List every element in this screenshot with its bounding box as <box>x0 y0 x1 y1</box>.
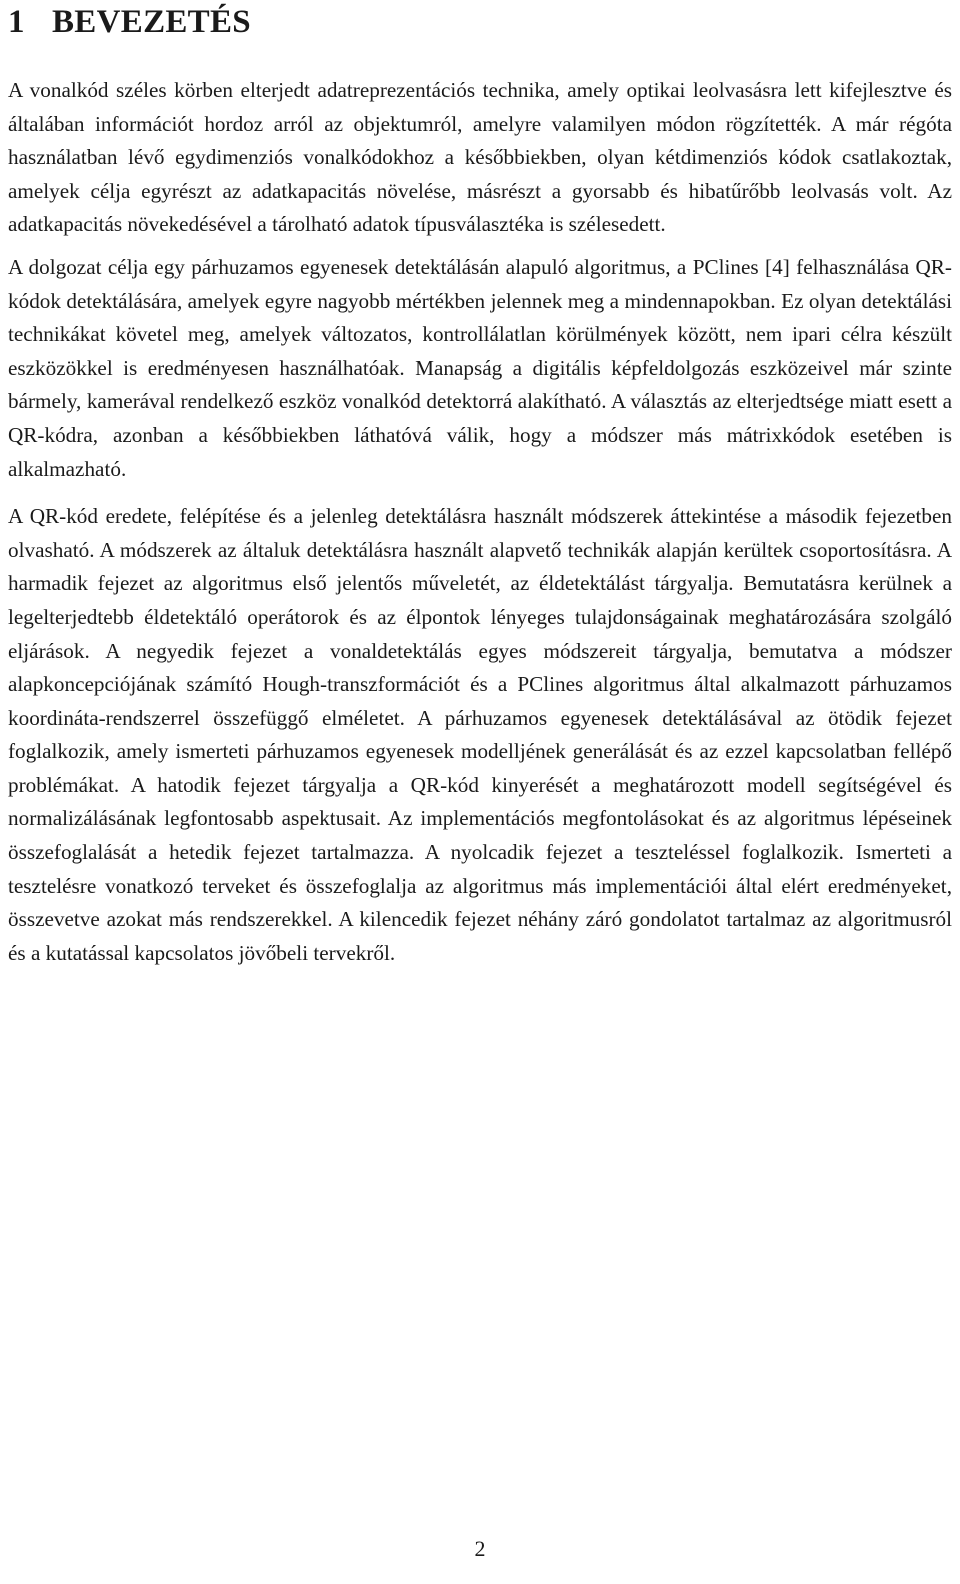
chapter-number: 1 <box>8 4 25 40</box>
intro-paragraph: A vonalkód széles körben elterjedt adatreprezentációs technika, amely optikai leolvasásra lett kifejlesztve és általában információt hordoz arról az objektumról, amelyre valamilyen módon rögzítették. A már régóta használatban lévő egydimenziós vonalkódokhoz a későbbiekben, olyan kétdimenziós kódok csatlakoztak, amelyek célja egyrészt az adatkapacitás növelése, másrészt a gyorsabb és hibatűrőbb leolvasás volt. Az adatkapacitás növekedésével a tárolható adatok típusválasztéka is szélesedett. <box>8 78 952 237</box>
structure-paragraph: A QR-kód eredete, felépítése és a jelenleg detektálásra használt módszerek áttekintése a második fejezetben olvasható. A módszerek az általuk detektálásra használt alapvető technikák alapján kerültek csoportosításra. A harmadik fejezet az algoritmus első jelentős műveletét, az éldetektálást tárgyalja. Bemutatásra kerülnek a legelterjedtebb éldetektáló operátorok és az élpontok lényeges tulajdonságainak meghatározására szolgáló eljárások. A negyedik fejezet a vonaldetektálás egyes módszereit tárgyalja, bemutatva a módszer alapkoncepciójának számító Hough-transzformációt és a PClines algoritmus által alkalmazott párhuzamos koordináta-rendszerrel összefüggő elméletet. A párhuzamos egyenesek detektálásával az ötödik fejezet foglalkozik, amely ismerteti párhuzamos egyenesek modelljének generálását és az ezzel kapcsolatban fellépő problémákat. A hatodik fejezet tárgyalja a QR-kód kinyerését a meghatározott modell segítségével és normalizálásának legfontosabb aspektusait. Az implementációs megfontolásokat és az algoritmus lépéseinek összefoglalását a hetedik fejezet tartalmazza. A nyolcadik fejezet a teszteléssel foglalkozik. Ismerteti a tesztelésre vonatkozó terveket és összefoglalja az algoritmus más implementációi által elért eredményeket, összevetve azokat más rendszerekkel. A kilencedik fejezet néhány záró gondolatot tartalmaz az algoritmusról és a kutatással kapcsolatos jövőbeli tervekről. <box>8 504 952 965</box>
chapter-heading <box>8 0 952 42</box>
document-page <box>8 0 952 970</box>
page-number: 2 <box>474 1536 486 1561</box>
chapter-title: BEVEZETÉS <box>52 4 251 40</box>
goal-paragraph: A dolgozat célja egy párhuzamos egyenesek detektálásán alapuló algoritmus, a PClines [4] felhasználása QR-kódok detektálására, amelyek egyre nagyobb mértékben jelennek meg a mindennapokban. Ez olyan detektálási technikákat követel meg, amelyek változatos, kontrollálatlan körülmények között, nem ipari célra készült eszközökkel is eredményesen használhatóak. Manapság a digitális képfeldolgozás eszközeivel már szinte bármely, kamerával rendelkező eszköz vonalkód detektorrá alakítható. A választás az elterjedtsége miatt esett a QR-kódra, azonban a későbbiekben láthatóvá válik, hogy a módszer más mátrixkódok esetében is alkalmazható. <box>8 254 952 481</box>
